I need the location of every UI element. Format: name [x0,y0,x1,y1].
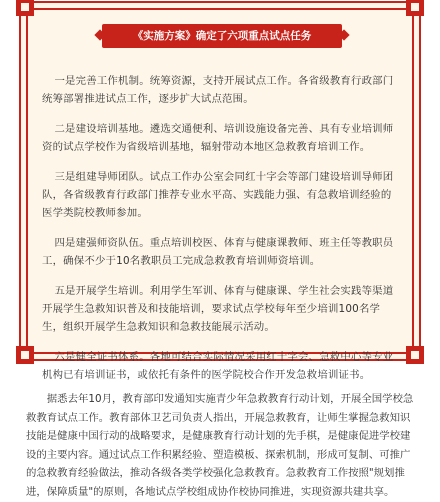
task-item-6: 六是健全证书体系。各地可结合实际情况采用红十字会、急救中心等专业机构已有培训证书，或依托有条件的医学院校合作开发急救培训证书。 [42,351,394,382]
pilot-tasks-card [26,8,414,382]
corner-ornament [406,0,424,16]
corner-ornament [16,0,34,16]
task-list [42,62,398,396]
corner-ornament [406,346,424,364]
task-item-1: 一是完善工作机制。统筹资源，支持开展试点工作。各省级教育行政部门统筹部署推进试点工作，逐步扩大试点范围。 [42,75,394,106]
task-item-3: 三是组建导师团队。试点工作办公室会同红十字会等部门建设培训导师团队，各省级教育行政部门推荐专业水平高、实践能力强、有急救培训经验的医学类院校教师参加。 [42,171,394,220]
task-item-5: 五是开展学生培训。利用学生军训、体育与健康课、学生社会实践等渠道开展学生急救知识普及和技能培训，要求试点学校每年至少培训100名学生，组织开展学生急救知识和急救技能展示活动。 [42,285,394,334]
task-item-2: 二是建设培训基地。遴选交通便利、培训设施设备完善、具有专业培训师资的试点学校作为省级培训基地，辐射带动本地区急救教育培训工作。 [42,123,394,154]
corner-ornament [16,346,34,364]
article-paragraph: 据悉去年10月，教育部印发通知实施青少年急救教育行动计划，开展全国学校急救教育试点工作。教育部体卫艺司负责人指出，开展急救教育，让师生掌握急救知识技能是健康中国行动的战略要求，是健康教育行动计划的先手棋，是健康促进学校建设的主要内容。通过试点工作积累经验、塑造模板、探索机制，形成可复制、可推广的急救教育经验做法，推动各级各类学校强化急救教育。急救教育工作按照"规划推进，保障质量"的原则，各地试点学校组成协作校协同推进，实现资源共建共享。 [26,393,414,498]
task-item-4: 四是建强师资队伍。重点培训校医、体育与健康课教师、班主任等教职员工，确保不少于10名教职员工完成急救教育培训师资培训。 [42,237,394,268]
card-title: 《实施方案》确定了六项重点试点任务 [102,24,342,48]
